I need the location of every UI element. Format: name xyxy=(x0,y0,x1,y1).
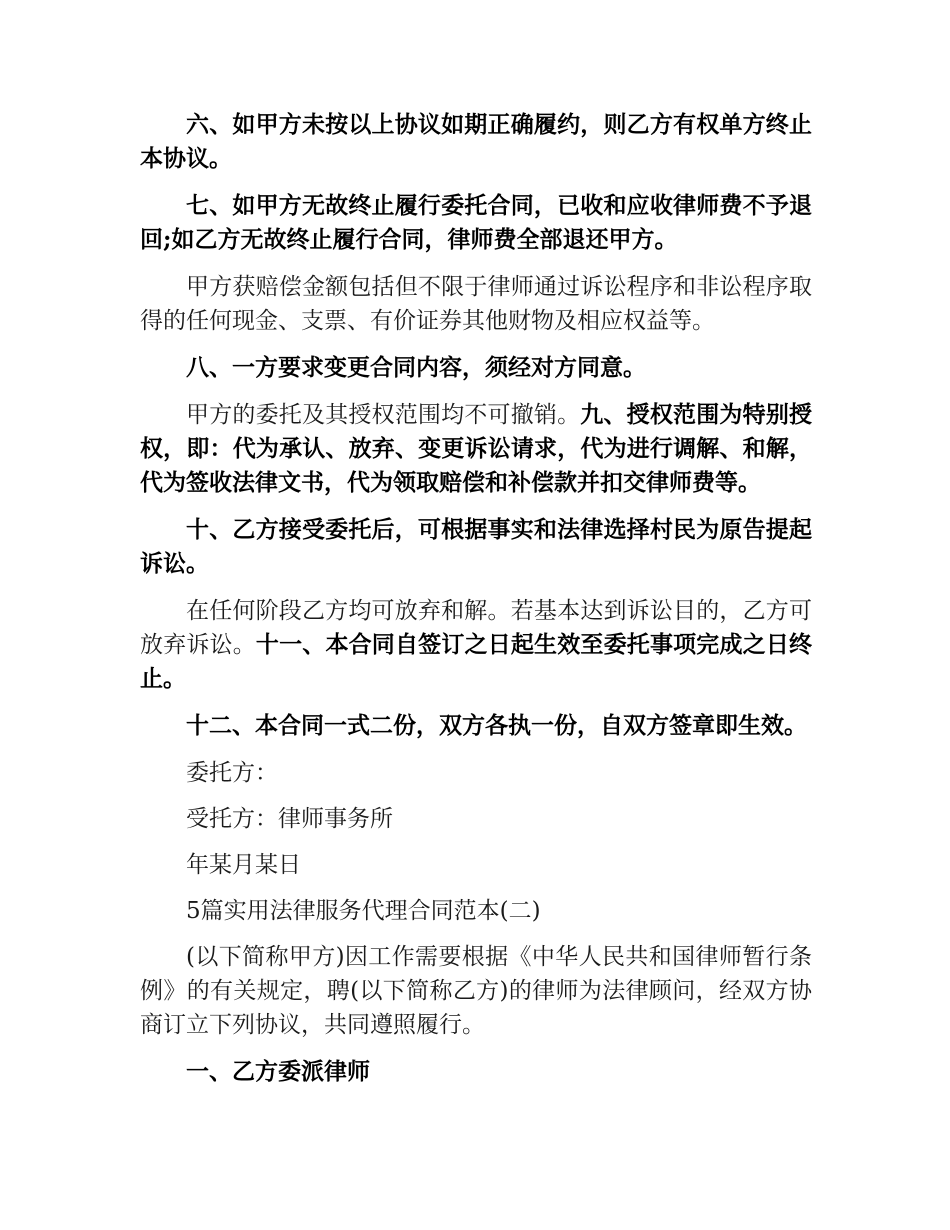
clause-9 xyxy=(140,398,812,500)
clause-7 xyxy=(140,189,812,257)
irrevocable-authorization-text: 甲方的委托及其授权范围均不可撤销。 xyxy=(186,402,581,428)
clause-7-text: 七、如甲方无故终止履行委托合同，已收和应收律师费不予退回;如乙方无故终止履行合同，律师费全部退还甲方。 xyxy=(140,192,812,253)
compensation-scope-text: 甲方获赔偿金额包括但不限于律师通过诉讼程序和非讼程序取得的任何现金、支票、有价证券其他财物及相应权益等。 xyxy=(140,274,812,334)
preamble-paragraph xyxy=(140,940,812,1042)
clause-1 xyxy=(140,1055,812,1089)
clause-11-text: 十一、本合同自签订之日起生效至委托事项完成之日终止。 xyxy=(140,631,813,692)
agent-signature-line xyxy=(140,802,812,836)
clause-11 xyxy=(140,594,812,696)
clause-12 xyxy=(140,709,812,743)
clause-6-text: 六、如甲方未按以上协议如期正确履约，则乙方有权单方终止本协议。 xyxy=(140,111,812,172)
clause-10 xyxy=(140,513,812,581)
settlement-text: 在任何阶段乙方均可放弃和解。若基本达到诉讼目的，乙方可放弃诉讼。 xyxy=(140,598,812,658)
date-line xyxy=(140,848,812,882)
date-text: 年某月某日 xyxy=(186,852,301,878)
clause-9-text: 九、授权范围为特别授权，即：代为承认、放弃、变更诉讼请求，代为进行调解、和解，代为签收法律文书，代为领取赔偿和补偿款并扣交律师费等。 xyxy=(140,401,813,496)
section-title-text: 5篇实用法律服务代理合同范本(二) xyxy=(186,898,541,924)
clause-12-text: 十二、本合同一式二份，双方各执一份，自双方签章即生效。 xyxy=(186,712,807,739)
clause-10-text: 十、乙方接受委托后，可根据事实和法律选择村民为原告提起诉讼。 xyxy=(140,516,812,577)
clause-1-text: 一、乙方委派律师 xyxy=(186,1058,370,1085)
clause-8-text: 八、一方要求变更合同内容，须经对方同意。 xyxy=(186,354,646,381)
document-body xyxy=(140,108,812,1102)
clause-8 xyxy=(140,351,812,385)
preamble-text: (以下简称甲方)因工作需要根据《中华人民共和国律师暂行条例》的有关规定，聘(以下简称乙方)的律师为法律顾问，经双方协商订立下列协议，共同遵照履行。 xyxy=(140,944,812,1038)
clause-6 xyxy=(140,108,812,176)
agent-label: 受托方：律师事务所 xyxy=(186,806,393,832)
principal-label: 委托方： xyxy=(186,760,278,786)
principal-signature-line xyxy=(140,756,812,790)
section-title xyxy=(140,894,812,928)
compensation-scope-paragraph xyxy=(140,270,812,338)
